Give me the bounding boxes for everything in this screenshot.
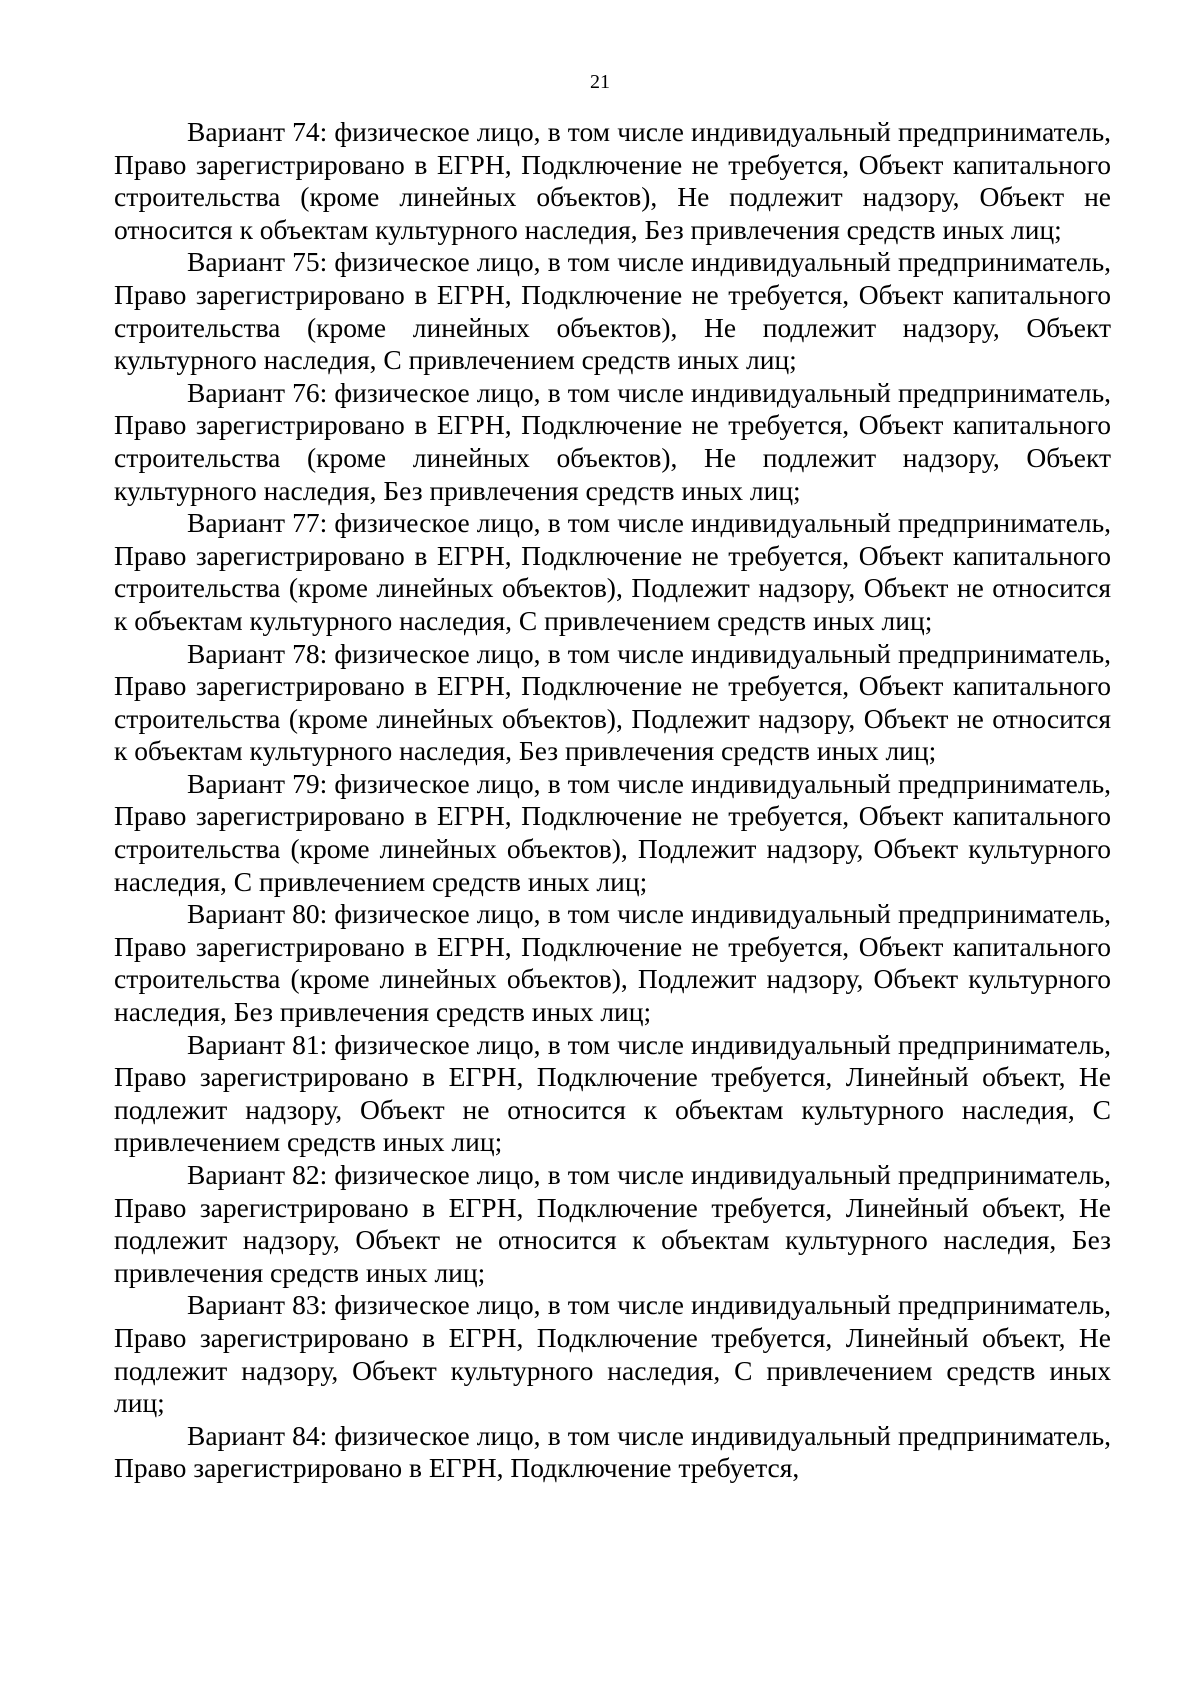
paragraph-variant-74: Вариант 74: физическое лицо, в том числе индивидуальный предприниматель, Право зарегистрировано в ЕГРН, Подключение не требуется, Объект капитального строительства (кроме линейных объектов), Не подлежит надзору, Объект не относится к объектам культурного наследия, Без привлечения средств иных лиц;	[114, 116, 1111, 245]
paragraph-variant-84: Вариант 84: физическое лицо, в том числе индивидуальный предприниматель, Право зарегистрировано в ЕГРН, Подключение требуется,	[114, 1419, 1111, 1484]
paragraph-variant-81: Вариант 81: физическое лицо, в том числе индивидуальный предприниматель, Право зарегистрировано в ЕГРН, Подключение требуется, Линейный объект, Не подлежит надзору, Объект не относится к объектам культурного наследия, С привлечением средств иных лиц;	[114, 1028, 1111, 1158]
body-text	[114, 116, 1111, 1485]
paragraph-variant-80: Вариант 80: физическое лицо, в том числе индивидуальный предприниматель, Право зарегистрировано в ЕГРН, Подключение не требуется, Объект капитального строительства (кроме линейных объектов), Подлежит надзору, Объект культурного наследия, Без привлечения средств иных лиц;	[114, 898, 1111, 1028]
page-number: 21	[590, 71, 610, 93]
paragraph-variant-75: Вариант 75: физическое лицо, в том числе индивидуальный предприниматель, Право зарегистрировано в ЕГРН, Подключение не требуется, Объект капитального строительства (кроме линейных объектов), Не подлежит надзору, Объект культурного наследия, С привлечением средств иных лиц;	[114, 246, 1111, 376]
paragraph-variant-79: Вариант 79: физическое лицо, в том числе индивидуальный предприниматель, Право зарегистрировано в ЕГРН, Подключение не требуется, Объект капитального строительства (кроме линейных объектов), Подлежит надзору, Объект культурного наследия, С привлечением средств иных лиц;	[114, 767, 1111, 897]
paragraph-variant-82: Вариант 82: физическое лицо, в том числе индивидуальный предприниматель, Право зарегистрировано в ЕГРН, Подключение требуется, Линейный объект, Не подлежит надзору, Объект не относится к объектам культурного наследия, Без привлечения средств иных лиц;	[114, 1159, 1111, 1288]
paragraph-variant-83: Вариант 83: физическое лицо, в том числе индивидуальный предприниматель, Право зарегистрировано в ЕГРН, Подключение требуется, Линейный объект, Не подлежит надзору, Объект культурного наследия, С привлечением средств иных лиц;	[114, 1289, 1111, 1419]
paragraph-variant-78: Вариант 78: физическое лицо, в том числе индивидуальный предприниматель, Право зарегистрировано в ЕГРН, Подключение не требуется, Объект капитального строительства (кроме линейных объектов), Подлежит надзору, Объект не относится к объектам культурного наследия, Без привлечения средств иных лиц;	[114, 637, 1111, 767]
paragraph-variant-76: Вариант 76: физическое лицо, в том числе индивидуальный предприниматель, Право зарегистрировано в ЕГРН, Подключение не требуется, Объект капитального строительства (кроме линейных объектов), Не подлежит надзору, Объект культурного наследия, Без привлечения средств иных лиц;	[114, 376, 1111, 506]
paragraph-variant-77: Вариант 77: физическое лицо, в том числе индивидуальный предприниматель, Право зарегистрировано в ЕГРН, Подключение не требуется, Объект капитального строительства (кроме линейных объектов), Подлежит надзору, Объект не относится к объектам культурного наследия, С привлечением средств иных лиц;	[114, 507, 1111, 636]
